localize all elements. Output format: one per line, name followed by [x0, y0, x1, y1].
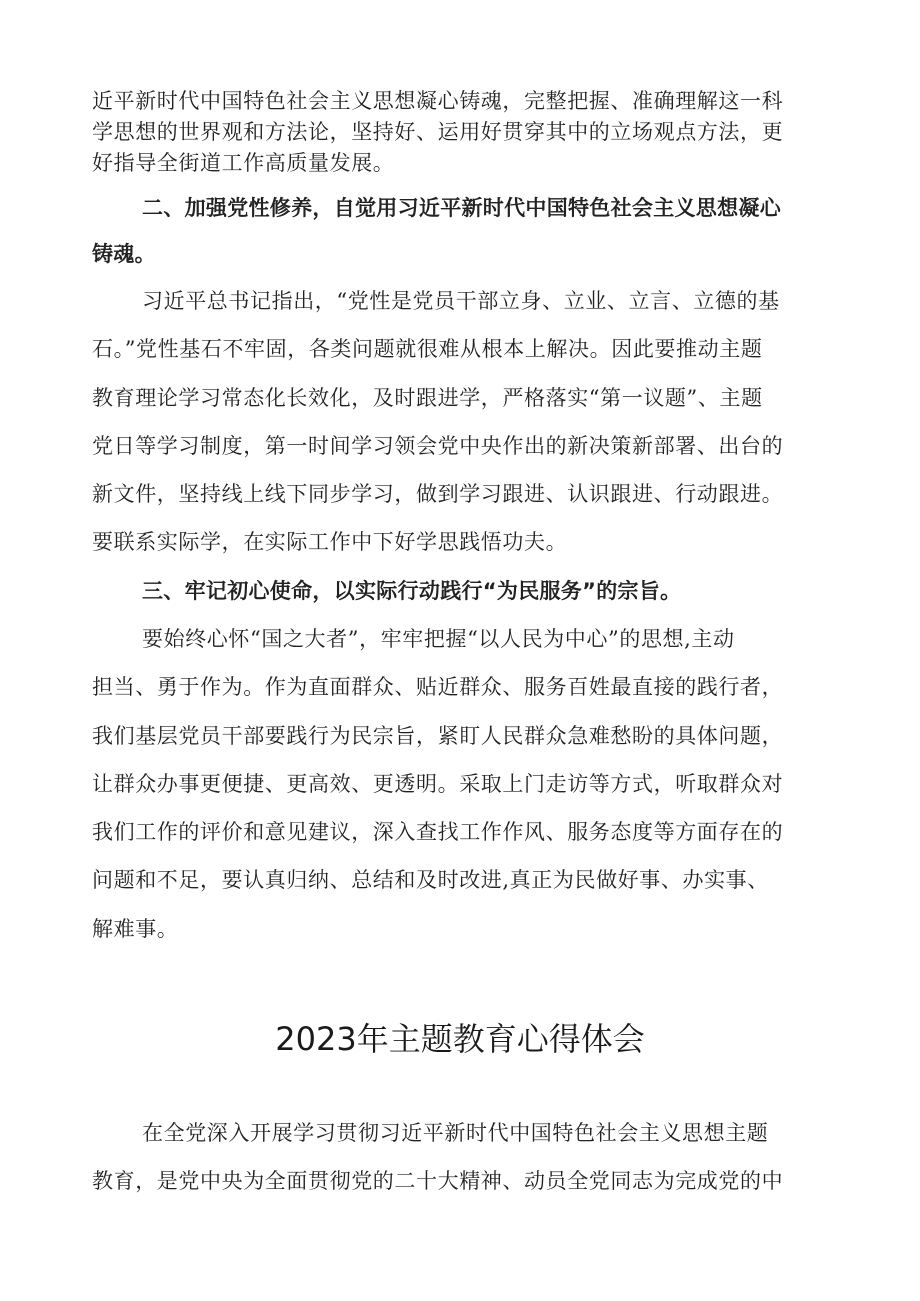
section-heading-2-cont: 铸魂。: [92, 242, 156, 266]
body-line: 问题和不足，要认真归纳、总结和及时改进,真正为民做好事、办实事、: [92, 868, 769, 892]
body-line: 学思想的世界观和方法论，坚持好、运用好贯穿其中的立场观点方法，更: [92, 120, 784, 144]
body-line: 习近平总书记指出，“党性是党员干部立身、立业、立言、立德的基: [142, 289, 780, 313]
body-line: 要联系实际学，在实际工作中下好学思践悟功夫。: [92, 530, 568, 554]
body-line: 我们工作的评价和意见建议，深入查找工作作风、服务态度等方面存在的: [92, 820, 784, 844]
body-line: 新文件，坚持线上线下同步学习，做到学习跟进、认识跟进、行动跟进。: [92, 482, 784, 506]
body-line: 近平新时代中国特色社会主义思想凝心铸魂，完整把握、准确理解这一科: [92, 89, 784, 113]
body-line: 让群众办事更便捷、更高效、更透明。采取上门走访等方式，听取群众对: [92, 772, 784, 796]
body-line: 解难事。: [92, 917, 179, 941]
page-title: 2023年主题教育心得体会: [275, 1020, 645, 1058]
body-line: 担当、勇于作为。作为直面群众、贴近群众、服务百姓最直接的践行者，: [92, 675, 784, 699]
body-line: 好指导全街道工作高质量发展。: [92, 151, 395, 175]
body-line: 教育，是党中央为全面贯彻党的二十大精神、动员全党同志为完成党的中: [92, 1169, 784, 1193]
body-line: 要始终心怀“国之大者”，牢牢把握“以人民为中心”的思想,主动: [142, 627, 735, 651]
section-heading-3: 三、牢记初心使命，以实际行动践行“为民服务”的宗旨。: [142, 579, 682, 603]
section-heading-2: 二、加强党性修养，自觉用习近平新时代中国特色社会主义思想凝心: [142, 196, 781, 220]
body-line: 教育理论学习常态化长效化，及时跟进学，严格落实“第一议题”、主题: [92, 386, 763, 410]
body-line: 我们基层党员干部要践行为民宗旨，紧盯人民群众急难愁盼的具体问题，: [92, 724, 784, 748]
body-line: 石。”党性基石不牢固，各类问题就很难从根本上解决。因此要推动主题: [92, 337, 763, 361]
body-line: 在全党深入开展学习贯彻习近平新时代中国特色社会主义思想主题: [142, 1121, 769, 1145]
body-line: 党日等学习制度，第一时间学习领会党中央作出的新决策新部署、出台的: [92, 434, 784, 458]
